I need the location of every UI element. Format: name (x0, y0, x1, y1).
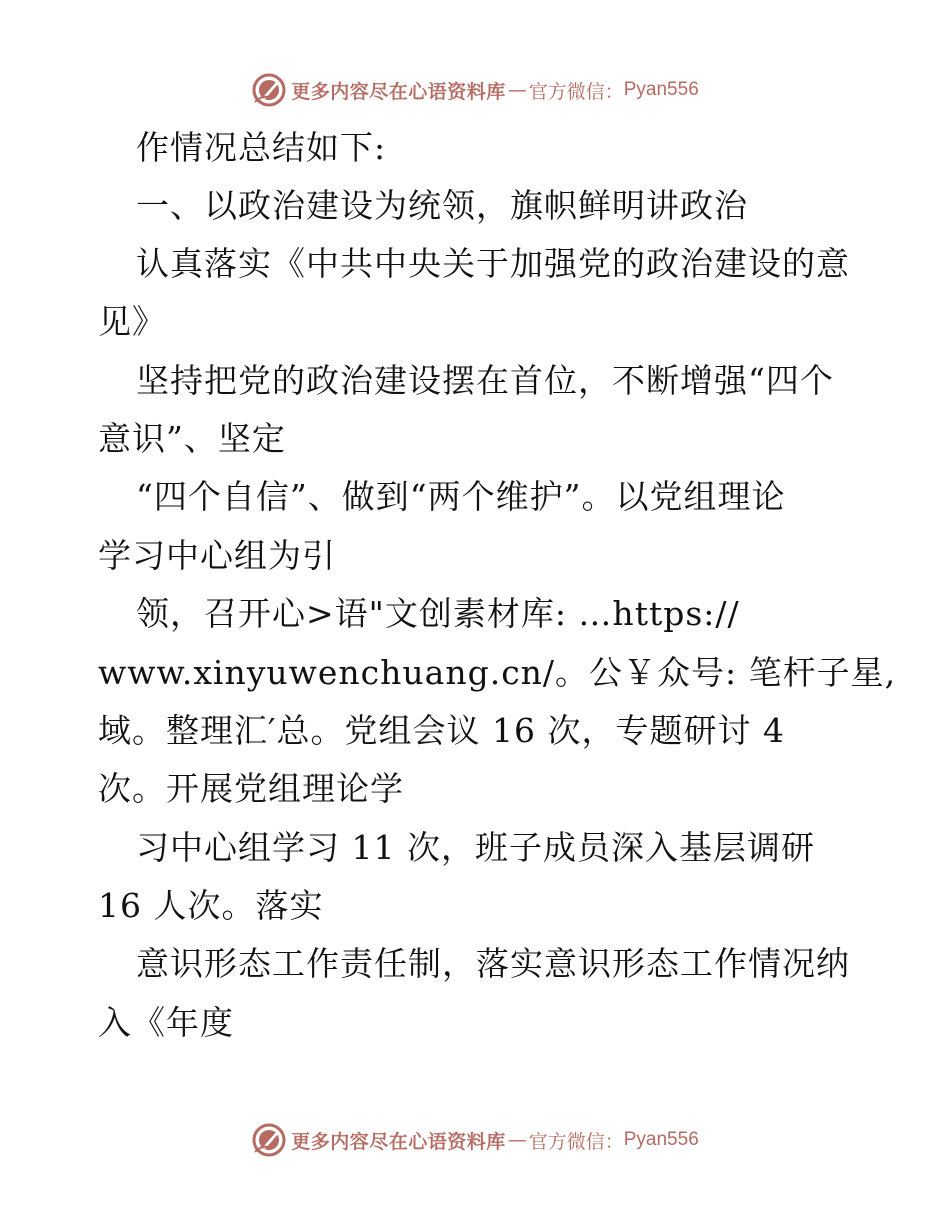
text-line: 意识形态工作责任制，落实意识形态工作情况纳 (136, 944, 850, 983)
pen-logo-icon (251, 72, 287, 108)
watermark-title: 更多内容尽在心语资料库 (291, 80, 506, 103)
watermark-title: 更多内容尽在心语资料库 (291, 1130, 506, 1153)
watermark-dash: — (507, 79, 527, 101)
text-line: 认真落实《中共中央关于加强党的政治建设的意 (136, 244, 850, 283)
text-line: 16 人次。落实 (98, 886, 324, 925)
text-line: 域。整理汇′总。党组会议 16 次，专题研讨 4 (98, 711, 785, 750)
text-line: 作情况总结如下: (136, 128, 387, 167)
watermark-wechat-id: Pyan556 (623, 79, 699, 100)
text-line: 次。开展党组理论学 (98, 769, 404, 808)
text-line: 习中心组学习 11 次，班子成员深入基层调研 (136, 828, 815, 867)
text-line: 入《年度 (98, 1003, 234, 1042)
text-line: “四个自信”、做到“两个维护”。以党组理论 (136, 477, 786, 516)
text-line: 学习中心组为引 (98, 536, 336, 575)
watermark-dash: — (507, 1129, 527, 1151)
watermark-official-label: 官方微信： (528, 1130, 624, 1153)
header-watermark (0, 70, 950, 110)
watermark-wechat-id: Pyan556 (623, 1129, 699, 1150)
footer-watermark (0, 1120, 950, 1160)
pen-logo-icon (251, 1122, 287, 1158)
text-line: 见》 (98, 302, 166, 341)
text-line: 坚持把党的政治建设摆在首位，不断增强“四个 (136, 361, 834, 400)
text-line: www.xinyuwenchuang.cn/。公￥众号: 笔杆子星, (98, 653, 897, 692)
watermark-official-label: 官方微信： (528, 80, 624, 103)
text-line: 领，召开心>语"文创素材库: …https:// (136, 594, 740, 633)
text-line: 意识”、坚定 (98, 419, 286, 458)
section-heading: 一、以政治建设为统领，旗帜鲜明讲政治 (136, 186, 748, 225)
